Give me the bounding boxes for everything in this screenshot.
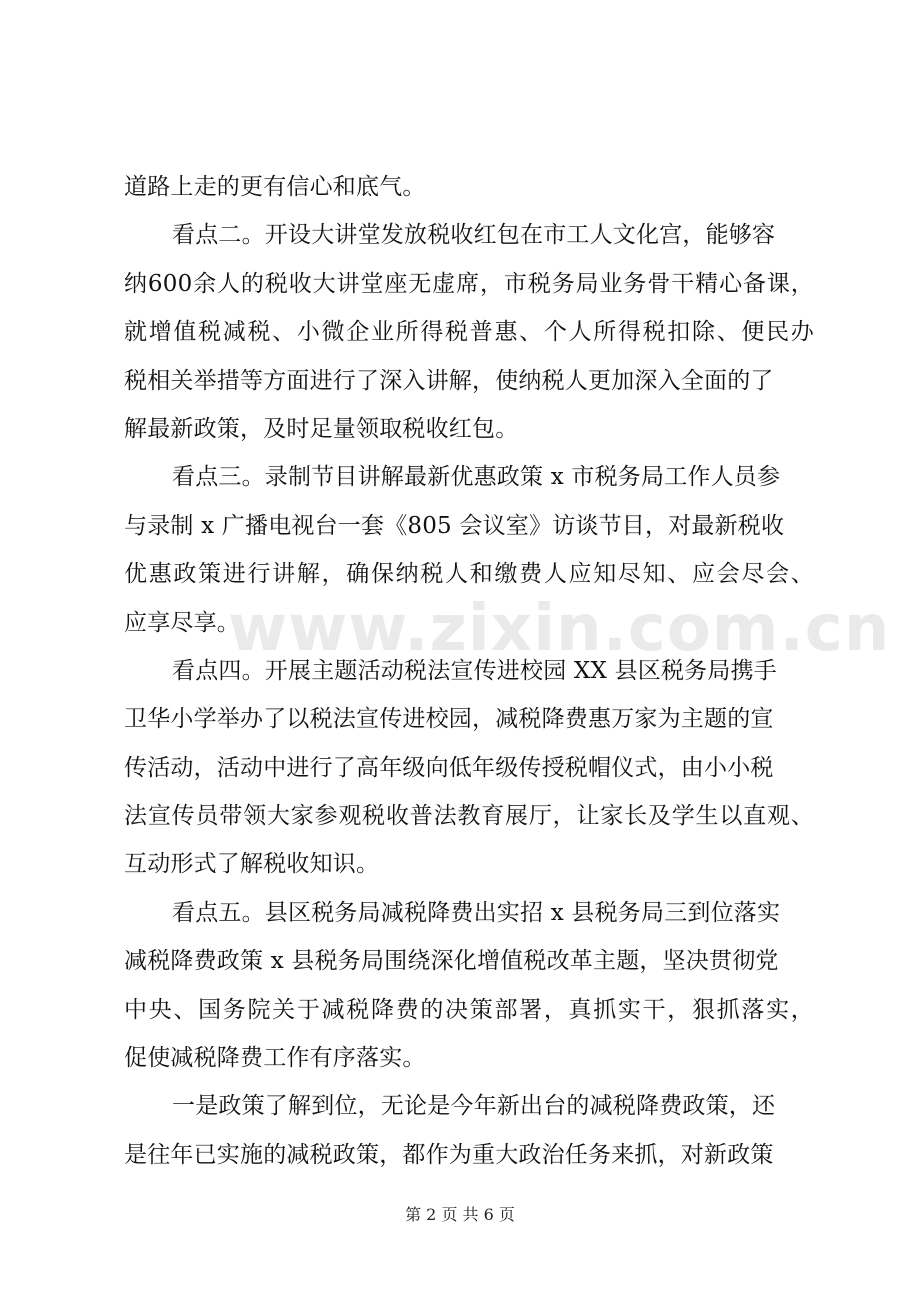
text-line: 法宣传员带领大家参观税收普法教育展厅，让家长及学生以直观、 bbox=[124, 803, 814, 830]
text-line: 卫华小学举办了以税法宣传进校园，减税降费惠万家为主题的宣 bbox=[124, 706, 774, 733]
text-line: 一是政策了解到位，无论是今年新出台的减税降费政策，还 bbox=[172, 1093, 776, 1120]
text-line: 与录制 x 广播电视台一套《805 会议室》访谈节目，对最新税收 bbox=[124, 512, 785, 539]
text-line: 看点三。录制节目讲解最新优惠政策 x 市税务局工作人员参 bbox=[172, 464, 781, 491]
text-line: 就增值税减税、小微企业所得税普惠、个人所得税扣除、便民办 bbox=[124, 319, 814, 346]
text-line: 优惠政策进行讲解，确保纳税人和缴费人应知尽知、应会尽会、 bbox=[124, 561, 814, 588]
text-line: 看点五。县区税务局减税降费出实招 x 县税务局三到位落实 bbox=[172, 899, 781, 926]
page-footer: 第 2 页 共 6 页 bbox=[405, 1205, 515, 1224]
text-line: 税相关举措等方面进行了深入讲解，使纳税人更加深入全面的了 bbox=[124, 367, 774, 394]
text-line: 道路上走的更有信心和底气。 bbox=[124, 174, 426, 200]
text-line: 应享尽享。 bbox=[124, 609, 240, 636]
text-line: 促使减税降费工作有序落实。 bbox=[124, 1045, 426, 1072]
text-line: 减税降费政策 x 县税务局围绕深化增值税改革主题，坚决贯彻党 bbox=[124, 948, 779, 975]
text-line: 互动形式了解税收知识。 bbox=[124, 851, 380, 878]
text-line: 看点二。开设大讲堂发放税收红包在市工人文化宫，能够容 bbox=[172, 222, 776, 249]
text-line: 传活动，活动中进行了高年级向低年级传授税帽仪式，由小小税 bbox=[124, 754, 774, 781]
text-line: 看点四。开展主题活动税法宣传进校园 XX 县区税务局携手 bbox=[172, 657, 777, 684]
text-line: 是往年已实施的减税政策，都作为重大政治任务来抓，对新政策 bbox=[124, 1141, 774, 1168]
text-line: 纳600余人的税收大讲堂座无虚席，市税务局业务骨干精心备课， bbox=[124, 270, 814, 297]
watermark: www.zixin.com.cn bbox=[228, 592, 891, 666]
text-line: 解最新政策，及时足量领取税收红包。 bbox=[124, 415, 519, 442]
document-body bbox=[124, 163, 814, 1179]
text-line: 中央、国务院关于减税降费的决策部署，真抓实干，狠抓落实， bbox=[124, 996, 814, 1023]
